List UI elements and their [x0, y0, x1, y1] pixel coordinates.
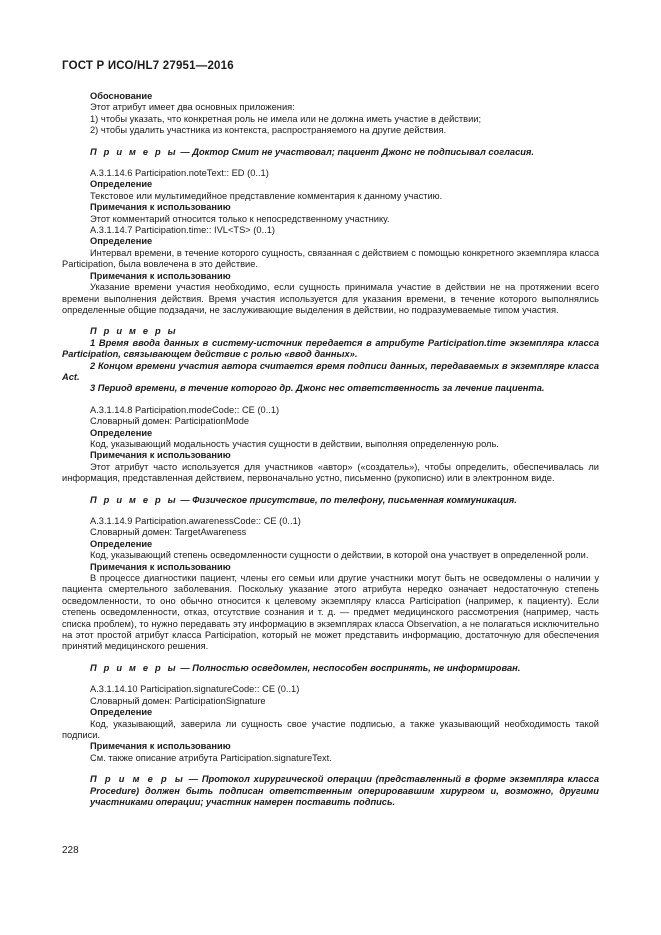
usage-notes-text: См. также описание атрибута Participation.signatureText.	[90, 752, 332, 763]
usage-notes-heading: Примечания к использованию	[90, 270, 231, 281]
usage-notes-text: В процессе диагностики пациент, члены его семьи или другие участники могут быть не осведомлены о наличии у пациента смертельного заболевания. Поскольку указание этого атрибута нередко означает недостаточную степень осведомленности, то оно обычно относится к целевому экземпляру класса Participation (например, к пациенту). Если степень осведомленности, отказ, отсутствие сознания и т. д. — предмет медицинского рассмотрения (например, часть списка проблем), то нужно передавать эту информацию в экземплярах класса Observation, а не полагаться исключительно на этот простой атрибут класса Participation, который не может представить информацию, достаточную для обеспечения принятий медицинского решения.	[62, 573, 599, 652]
usage-notes-heading: Примечания к использованию	[90, 741, 231, 752]
definition-heading: Определение	[90, 707, 153, 718]
example-paragraph	[62, 147, 599, 158]
definition-text: Код, указывающий модальность участия сущности в действии, выполняя определенную роль.	[90, 438, 499, 449]
example-text: — Доктор Смит не участвовал; пациент Джонс не подписывал согласия.	[177, 146, 534, 157]
example-text: — Физическое присутствие, по телефону, письменная коммуникация.	[177, 494, 517, 505]
usage-notes-heading: Примечания к использованию	[90, 450, 231, 461]
attribute-title: A.3.1.14.7 Participation.time:: IVL<TS> (0..1)	[90, 225, 275, 236]
list-item: 2) чтобы удалить участника из контекста, распространяемого на другие действия.	[90, 125, 447, 136]
list-item: 1) чтобы указать, что конкретная роль не имела или не должна иметь участие в действии;	[90, 113, 482, 124]
attribute-title: A.3.1.14.9 Participation.awarenessCode:: CE (0..1)	[90, 516, 301, 526]
example-paragraph	[62, 774, 599, 808]
definition-heading: Определение	[90, 236, 153, 247]
definition-text: Код, указывающий, заверила ли сущность свое участие подписью, а также указывающий необходимость такой подписи.	[62, 718, 599, 740]
rationale-heading: Обоснование	[90, 91, 153, 101]
definition-heading: Определение	[90, 427, 153, 438]
example-item: 1 Время ввода данных в систему-источник передается в атрибуте Participation.time экземпляра класса Participation, связывающем действие с ролью «ввод данных».	[62, 337, 599, 360]
example-paragraph	[62, 495, 599, 506]
page-content	[62, 91, 599, 808]
definition-text: Код, указывающий степень осведомленности сущности о действии, в которой она участвует в определенной роли.	[90, 550, 589, 561]
usage-notes-text: Указание времени участия необходимо, если сущность принимала участие в действии не на протяжении всего времени выполнения действия. Время участия используется для указания времени, в течение которого выполнялись определенные общие подзадачи, не заслуживающие выделения в действии, но подразумеваемые типом участия.	[62, 282, 599, 315]
examples-label: П р и м е р ы	[90, 494, 178, 505]
attribute-title: A.3.1.14.10 Participation.signatureCode:: CE (0..1)	[90, 684, 300, 695]
document-header: ГОСТ Р ИСО/HL7 27951—2016	[62, 60, 234, 72]
example-paragraph	[62, 663, 599, 674]
usage-notes-text: Этот атрибут часто используется для участников «автор» («создатель»), чтобы определить, обеспечивалась ли информация, представленная действием, первоначально устно, письменно (рукописно) или в электронном виде.	[62, 461, 599, 484]
text-line: Этот атрибут имеет два основных приложения:	[90, 102, 295, 113]
definition-heading: Определение	[90, 538, 153, 549]
example-text: — Полностью осведомлен, неспособен воспринять, не информирован.	[177, 662, 521, 673]
attribute-title: A.3.1.14.6 Participation.noteText:: ED (0..1)	[90, 168, 269, 179]
examples-label: П р и м е р ы	[90, 774, 185, 785]
vocabulary-domain: Словарный домен: ParticipationMode	[90, 416, 250, 427]
examples-label: П р и м е р ы	[90, 146, 178, 157]
example-text: — Протокол хирургической операции (представленный в форме экземпляра класса Procedure) должен быть подписан ответственным оперировавшим хирургом и, возможно, другими участниками операции; участник намерен поставить подпись.	[90, 774, 599, 807]
usage-notes-text: Этот комментарий относится только к непосредственному участнику.	[90, 213, 390, 224]
definition-text: Интервал времени, в течение которого сущность, связанная с действием с помощью конкретного экземпляра класса Participation, была вовлечена в это действие.	[62, 247, 599, 270]
usage-notes-heading: Примечания к использованию	[90, 202, 231, 213]
vocabulary-domain: Словарный домен: TargetAwareness	[90, 527, 247, 538]
definition-heading: Определение	[90, 179, 153, 190]
example-item: 3 Период времени, в течение которого др. Джонс нес ответственность за лечение пациента.	[90, 383, 545, 394]
attribute-title: A.3.1.14.8 Participation.modeCode:: CE (0..1)	[90, 404, 280, 415]
definition-text: Текстовое или мультимедийное представление комментария к данному участию.	[90, 190, 443, 201]
examples-label: П р и м е р ы	[90, 326, 178, 337]
vocabulary-domain: Словарный домен: ParticipationSignature	[90, 695, 266, 706]
examples-label: П р и м е р ы	[90, 662, 178, 673]
usage-notes-heading: Примечания к использованию	[90, 561, 231, 572]
page-number: 228	[62, 845, 79, 856]
examples-heading	[62, 326, 599, 337]
example-item: 2 Концом времени участия автора считается время подписи данных, передаваемых в экземпляре класса Act.	[62, 360, 599, 382]
